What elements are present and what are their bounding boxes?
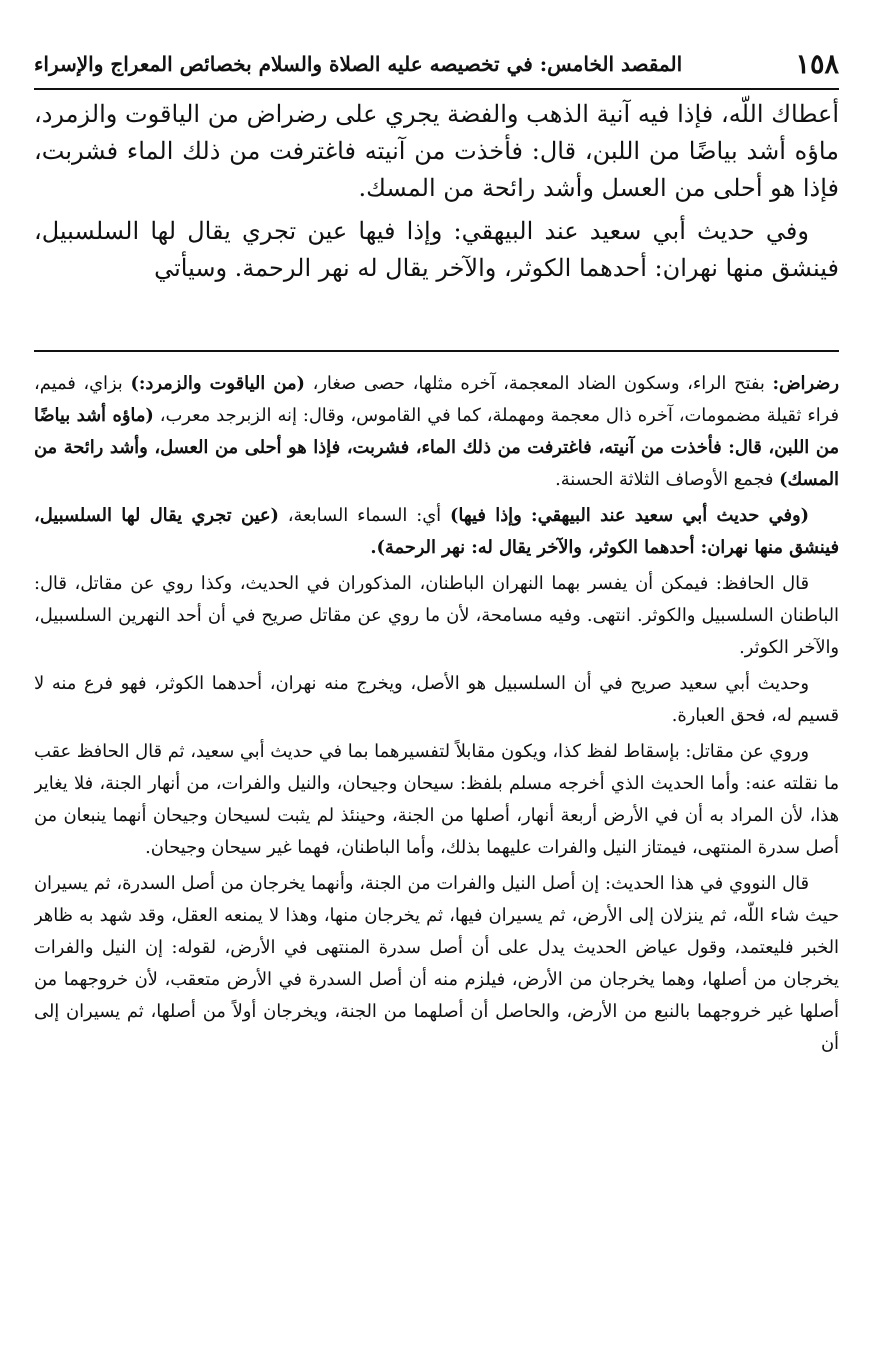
main-paragraph: أعطاك اللّه، فإذا فيه آنية الذهب والفضة يجري على رضراض من الياقوت والزمرد، ماؤه أشد بياضًا من اللبن، قال: فأخذت من آنيته فاغترفت من ذلك الماء فشربت، فإذا هو أحلى من العسل وأشد رائحة من المسك. <box>34 100 840 202</box>
footnote-divider <box>34 350 839 352</box>
main-paragraph: وفي حديث أبي سعيد عند البيهقي: وإذا فيها عين تجري يقال لها السلسبيل، فينشق منها نهران: أحدهما الكوثر، والآخر يقال له نهر الرحمة. وسيأتي <box>34 217 839 282</box>
commentary-paragraph <box>34 368 839 496</box>
commentary-paragraph: قال النووي في هذا الحديث: إن أصل النيل والفرات من الجنة، وأنهما يخرجان من أصل السدرة، ثم يسيران حيث شاء اللّه، ثم ينزلان إلى الأرض، ثم يسيران فيها، ثم يخرجان منها، وهذا لا يمنعه العقل، وقد شهد به ظاهر الخبر فليعتمد، وقول عياض الحديث يدل على أن أصل سدرة المنتهى في الأرض، لقوله: إن النيل والفرات يخرجان من أصلها، وهما يخرجان من الأرض، فيلزم منه أن أصل السدرة في الأرض متعقب، لأن خروجهما من أصلها غير خروجهما بالنبع من الأرض، والحاصل أن أصلهما من الجنة، ويخرجان أولاً من أصلها، ثم يسيران إلى أن <box>34 873 839 1054</box>
commentary-quote: (عين تجري يقال لها السلسبيل، فينشق منها نهران: أحدهما الكوثر، والآخر يقال له: نهر الرحمة). <box>34 505 839 558</box>
commentary-paragraph: قال الحافظ: فيمكن أن يفسر بهما النهران الباطنان، المذكوران في الحديث، وكذا روي عن مقاتل، قال: الباطنان السلسبيل والكوثر. انتهى. وفيه مسامحة، لأن ما روي عن مقاتل صريح في أن أحد النهرين السلسبيل، والآخر الكوثر. <box>34 573 839 658</box>
commentary-text: أي: السماء السابعة، <box>278 505 450 526</box>
page-header <box>34 40 839 90</box>
commentary-quote: (ماؤه أشد بياضًا من اللبن، قال: فأخذت من آنيته، فاغترفت من ذلك الماء، فشربت، فإذا هو أحلى من العسل، وأشد رائحة من المسك) <box>34 405 839 490</box>
commentary-quote: (وفي حديث أبي سعيد عند البيهقي: وإذا فيها) <box>449 505 809 526</box>
commentary-text: فجمع الأوصاف الثلاثة الحسنة. <box>555 469 780 490</box>
commentary-text: بزاي، فميم، فراء ثقيلة مضمومات، آخره ذال معجمة ومهملة، كما في القاموس، وقال: إنه الزبرجد معرب، <box>34 373 839 426</box>
page-number: ١٥٨ <box>795 48 839 80</box>
commentary <box>34 368 839 1308</box>
commentary-quote: (من الياقوت والزمرد:) <box>130 373 305 394</box>
commentary-text: بفتح الراء، وسكون الضاد المعجمة، آخره مثلها، حصى صغار، <box>304 373 773 394</box>
commentary-paragraph: وحديث أبي سعيد صريح في أن السلسبيل هو الأصل، ويخرج منه نهران، أحدهما الكوثر، فهو فرع منه لا قسيم له، فحق العبارة. <box>34 673 839 726</box>
commentary-paragraph: وروي عن مقاتل: بإسقاط لفظ كذا، ويكون مقابلاً لتفسيرهما بما في حديث أبي سعيد، ثم قال الحافظ عقب ما نقلته عنه: وأما الحديث الذي أخرجه مسلم بلفظ: سيحان وجيحان، والنيل والفرات، من أنهار الجنة، فلا يغاير هذا، لأن المراد به أن في الأرض أربعة أنهار، أصلها من الجنة، وحينئذ لم يثبت لسيحان وجيحان أنهما ينبعان من أصل سدرة المنتهى، فيمتاز النيل والفرات عليهما بذلك، وأما الباطنان، فهما غير سيحان وجيحان. <box>34 741 839 858</box>
commentary-paragraph <box>34 500 839 564</box>
running-title: المقصد الخامس: في تخصيصه عليه الصلاة والسلام بخصائص المعراج والإسراء <box>34 52 683 76</box>
main-text <box>34 96 839 336</box>
commentary-quote: رضراض: <box>772 373 839 394</box>
